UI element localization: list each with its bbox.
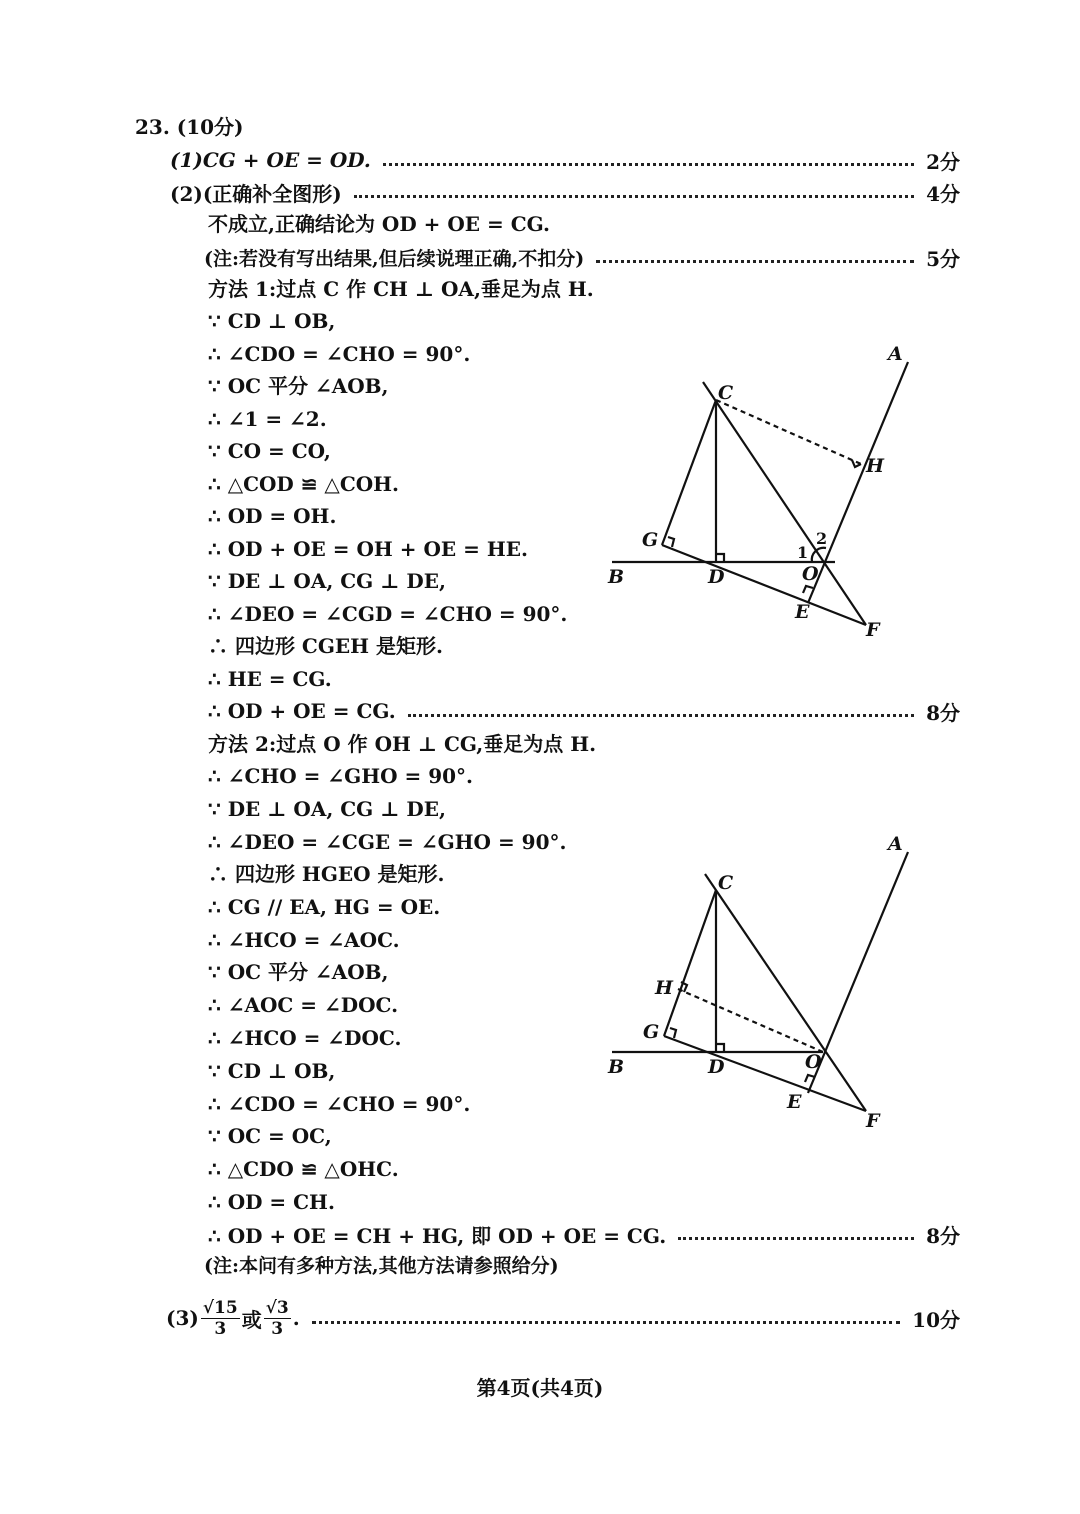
dot-leader — [408, 714, 914, 717]
right-angle-E — [803, 586, 813, 593]
dot-leader — [596, 260, 914, 263]
or-word: 或 — [241, 1307, 262, 1332]
label-1: 1 — [797, 543, 809, 562]
label-2: 2 — [816, 529, 828, 548]
method2-step: ∴ ∠HCO = ∠AOC. — [208, 928, 400, 952]
line-CF — [703, 382, 866, 625]
method1-step: ∴ △COD ≌ △COH. — [208, 472, 400, 496]
dot-leader — [678, 1237, 914, 1240]
right-angle-E — [805, 1075, 815, 1082]
fraction-numerator: √15 — [202, 1297, 238, 1318]
conclusion: 不成立,正确结论为 OD + OE = CG. — [208, 212, 550, 236]
method1-step: ∴ OD = OH. — [208, 504, 337, 528]
method2-final: ∴ OD + OE = CH + HG, 即 OD + OE = CG. — [208, 1223, 667, 1248]
page-footer: 第4页(共4页) — [476, 1376, 604, 1400]
part2-row — [170, 178, 960, 206]
label-C: C — [718, 872, 734, 894]
method2-step: ∴ OD = CH. — [208, 1190, 335, 1214]
note1-row — [204, 243, 960, 271]
dot-leader — [312, 1321, 900, 1324]
label-H: H — [655, 977, 673, 999]
fraction-denominator: 3 — [271, 1318, 284, 1339]
right-angle-H — [681, 982, 687, 992]
dashed-CH — [716, 400, 861, 464]
line-GF — [662, 545, 866, 625]
ray-OA — [808, 852, 908, 1093]
part1-row — [170, 146, 960, 174]
method2-title: 方法 2:过点 O 作 OH ⊥ CG,垂足为点 H. — [208, 732, 597, 756]
label-D: D — [708, 566, 725, 588]
label-F: F — [866, 1110, 880, 1132]
method1-step: ∵ CD ⊥ OB, — [208, 309, 336, 333]
method2-step: ∴ ∠CHO = ∠GHO = 90°. — [208, 764, 473, 788]
right-angle-G — [668, 537, 674, 547]
part3-label: (3) — [166, 1306, 199, 1330]
method2-score: 8分 — [926, 1223, 960, 1248]
segment-CG — [664, 890, 716, 1036]
method2-step: ∵ OC 平分 ∠AOB, — [208, 960, 389, 984]
part2-label: (2)(正确补全图形) — [170, 181, 342, 206]
method2-step: ∴ ∠CDO = ∠CHO = 90°. — [208, 1092, 471, 1116]
label-F: F — [866, 619, 880, 641]
part3-row — [166, 1296, 960, 1340]
method2-step: ∵ DE ⊥ OA, CG ⊥ DE, — [208, 797, 446, 821]
ray-OA — [808, 362, 908, 603]
problem-header: 23. (10分) — [135, 115, 244, 139]
fraction-numerator: √3 — [265, 1297, 289, 1318]
line-CF — [705, 874, 866, 1111]
method1-step: ∴ ∠1 = ∠2. — [208, 407, 327, 431]
label-B: B — [608, 566, 625, 588]
label-D: D — [708, 1056, 725, 1078]
part1-text: (1)CG + OE = OD. — [170, 148, 371, 172]
dot-leader — [383, 163, 914, 166]
part2-score: 4分 — [926, 181, 960, 206]
method2-step: ∴ 四边形 HGEO 是矩形. — [208, 862, 445, 886]
method1-step: ∴ HE = CG. — [208, 667, 332, 691]
part1-score: 2分 — [926, 149, 960, 174]
right-angle-G — [670, 1028, 676, 1038]
method2-step: ∵ OC = OC, — [208, 1124, 332, 1148]
fraction-sqrt3-over-3 — [264, 1298, 291, 1339]
method1-score: 8分 — [926, 700, 960, 725]
label-B: B — [608, 1056, 625, 1078]
method2-step: ∵ CD ⊥ OB, — [208, 1059, 336, 1083]
label-G: G — [642, 529, 659, 551]
part3-score: 10分 — [912, 1307, 960, 1332]
label-O: O — [805, 1051, 822, 1073]
method1-title: 方法 1:过点 C 作 CH ⊥ OA,垂足为点 H. — [208, 277, 594, 301]
label-E: E — [787, 1091, 802, 1113]
method2-step: ∴ ∠AOC = ∠DOC. — [208, 993, 399, 1017]
right-angle-H — [852, 460, 861, 467]
right-angle-D — [716, 1044, 724, 1052]
dashed-OH — [678, 989, 823, 1052]
method1-step: ∴ 四边形 CGEH 是矩形. — [208, 634, 443, 658]
method1-step: ∵ CO = CO, — [208, 439, 331, 463]
label-A: A — [888, 833, 903, 855]
method2-final-row — [208, 1220, 960, 1248]
method2-step: ∴ CG // EA, HG = OE. — [208, 895, 441, 919]
fraction-denominator: 3 — [214, 1318, 227, 1339]
method1-step: ∴ ∠CDO = ∠CHO = 90°. — [208, 342, 471, 366]
line-GF — [664, 1036, 866, 1111]
period: . — [292, 1306, 300, 1330]
angle-arc — [812, 548, 826, 562]
method1-final: ∴ OD + OE = CG. — [208, 699, 396, 723]
note1-text: (注:若没有写出结果,但后续说理正确,不扣分) — [204, 247, 585, 270]
method2-step: ∴ ∠HCO = ∠DOC. — [208, 1026, 402, 1050]
label-O: O — [802, 563, 819, 585]
note2: (注:本问有多种方法,其他方法请参照给分) — [204, 1255, 559, 1277]
label-C: C — [718, 382, 734, 404]
fraction-sqrt15-over-3 — [201, 1298, 240, 1339]
method2-step: ∴ ∠DEO = ∠CGE = ∠GHO = 90°. — [208, 830, 567, 854]
method2-step: ∴ △CDO ≌ △OHC. — [208, 1157, 399, 1181]
method1-step: ∵ DE ⊥ OA, CG ⊥ DE, — [208, 569, 446, 593]
method1-step: ∴ OD + OE = OH + OE = HE. — [208, 537, 528, 561]
method1-final-row — [208, 697, 960, 725]
dot-leader — [354, 195, 914, 198]
label-E: E — [795, 601, 810, 623]
right-angle-D — [716, 554, 724, 562]
label-A: A — [888, 343, 903, 365]
label-G: G — [643, 1021, 660, 1043]
segment-CG — [662, 400, 716, 545]
label-H: H — [866, 455, 884, 477]
method1-step: ∴ ∠DEO = ∠CGD = ∠CHO = 90°. — [208, 602, 568, 626]
method1-step: ∵ OC 平分 ∠AOB, — [208, 374, 389, 398]
note1-score: 5分 — [926, 246, 960, 271]
